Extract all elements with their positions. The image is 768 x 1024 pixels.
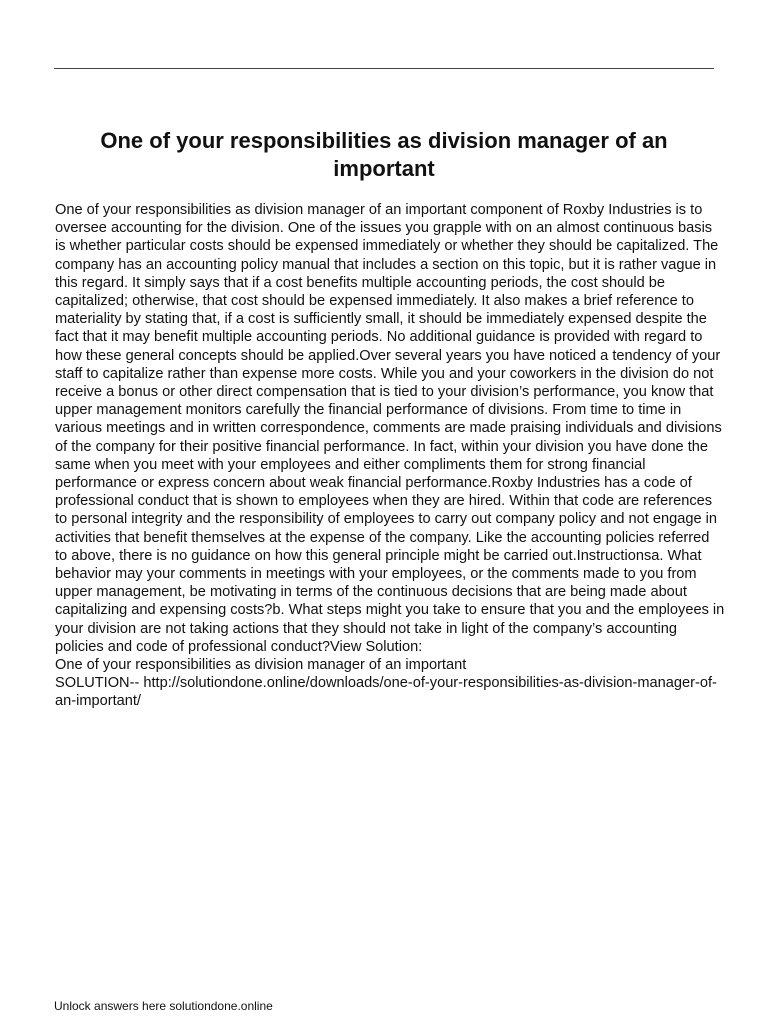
solution-title: One of your responsibilities as division manager of an important [55, 657, 467, 674]
question-paragraph: One of your responsibilities as division manager of an important component of Roxby Industries is to oversee accounting for the division. One of the issues you grapple with on an almost continuous basis is whether particular costs should be expensed immediately or whether they should be capitalized. The company has an accounting policy manual that includes a section on this topic, but it is rather vague in this regard. It simply says that if a cost benefits multiple accounting periods, the cost should be capitalized; otherwise, that cost should be expensed immediately. It also makes a brief reference to materiality by stating that, if a cost is sufficiently small, it should be immediately expensed despite the fact that it may benefit multiple accounting periods. No additional guidance is provided with regard to how these general concepts should be applied.Over several years you have noticed a tendency of your staff to capitalize rather than expense more costs. While you and your coworkers in the division do not receive a bonus or other direct compensation that is tied to your division’s performance, you know that upper management monitors carefully the financial performance of divisions. From time to time in various meetings and in written correspondence, comments are made praising individuals and divisions of the company for their positive financial performance. In fact, within your division you have done the same when you meet with your employees and either compliments them for strong financial performance or express concern about weak financial performance.Roxby Industries has a code of professional conduct that is shown to employees when they are hired. Within that code are references to personal integrity and the responsibility of employees to carry out company policy and not engage in activities that benefit themselves at the expense of the company. Like the accounting policies referred to above, there is no guidance on how this general principle might be carried out.Instructionsa. What behavior may your comments in meetings with your employees, or the comments made to you from upper management, be motivating in terms of the continuous decisions that are being made about capitalizing and expensing costs?b. What steps might you take to ensure that you and the employees in your division are not taking actions that they should not take in light of the company’s accounting policies and code of professional conduct?View Solution: [55, 202, 725, 655]
footer-text: Unlock answers here solutiondone.online [54, 999, 273, 1013]
top-divider [54, 68, 714, 69]
document-body [55, 201, 725, 711]
solution-link[interactable]: SOLUTION-- http://solutiondone.online/downloads/one-of-your-responsibilities-as-division-manager-of-an-important/ [55, 675, 717, 710]
page-title: One of your responsibilities as division manager of an important [100, 128, 668, 181]
